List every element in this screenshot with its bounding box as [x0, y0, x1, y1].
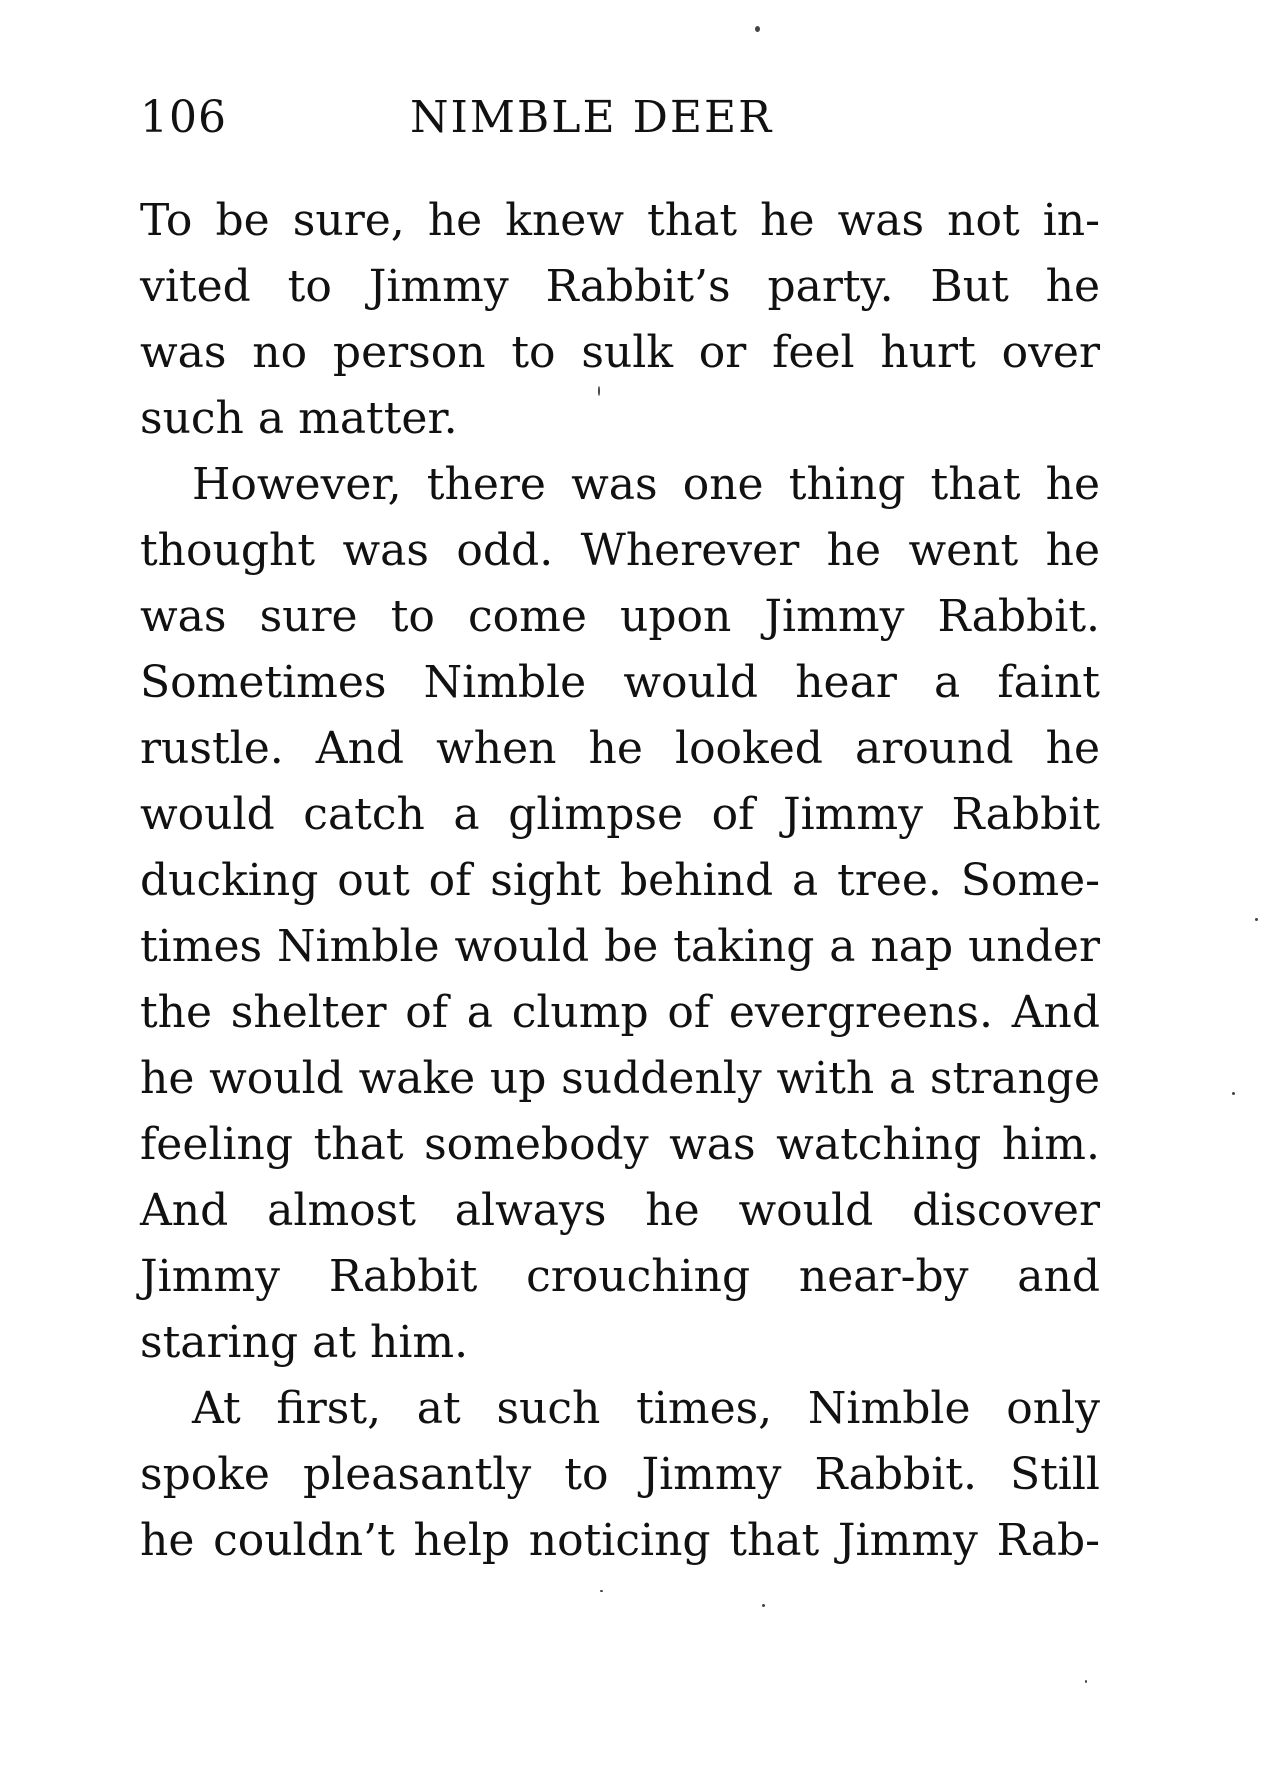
running-head	[140, 88, 1100, 148]
text-line: such a matter.	[140, 393, 458, 444]
text-line: Jimmy Rabbit crouching near-by and	[140, 1251, 1100, 1302]
paragraph-1	[140, 188, 1100, 452]
scan-speck	[762, 1604, 765, 1607]
text-line: And almost always he would discover	[140, 1185, 1100, 1236]
scan-speck	[1232, 1092, 1235, 1095]
paragraph-3	[140, 1376, 1100, 1574]
text-line: was sure to come upon Jimmy Rabbit.	[140, 591, 1100, 642]
text-line: he would wake up suddenly with a strange	[140, 1053, 1100, 1104]
text-line: staring at him.	[140, 1317, 469, 1368]
paragraph-2	[140, 452, 1100, 1376]
text-line: To be sure, he knew that he was not in-	[140, 195, 1100, 246]
scan-speck	[600, 1590, 603, 1592]
text-line: Sometimes Nimble would hear a faint	[140, 657, 1100, 708]
text-line: times Nimble would be taking a nap under	[140, 921, 1100, 972]
text-line: At first, at such times, Nimble only	[192, 1383, 1100, 1434]
text-line: vited to Jimmy Rabbit’s party. But he	[140, 261, 1100, 312]
text-line: ducking out of sight behind a tree. Some-	[140, 855, 1100, 906]
text-line: feeling that somebody was watching him.	[140, 1119, 1100, 1170]
scan-speck	[1085, 1680, 1087, 1683]
text-line: would catch a glimpse of Jimmy Rabbit	[140, 789, 1100, 840]
body-text	[140, 188, 1100, 1574]
book-title: NIMBLE DEER	[410, 92, 774, 143]
scan-speck	[1255, 918, 1258, 921]
text-line: was no person to sulk or feel hurt over	[140, 327, 1100, 378]
text-line: the shelter of a clump of evergreens. And	[140, 987, 1100, 1038]
scan-speck	[598, 386, 600, 396]
text-line: spoke pleasantly to Jimmy Rabbit. Still	[140, 1449, 1100, 1500]
text-line: he couldn’t help noticing that Jimmy Rab-	[140, 1515, 1100, 1566]
text-line: thought was odd. Wherever he went he	[140, 525, 1100, 576]
scan-speck	[755, 26, 760, 32]
text-line: However, there was one thing that he	[192, 459, 1100, 510]
page-number: 106	[140, 92, 227, 143]
text-line: rustle. And when he looked around he	[140, 723, 1100, 774]
